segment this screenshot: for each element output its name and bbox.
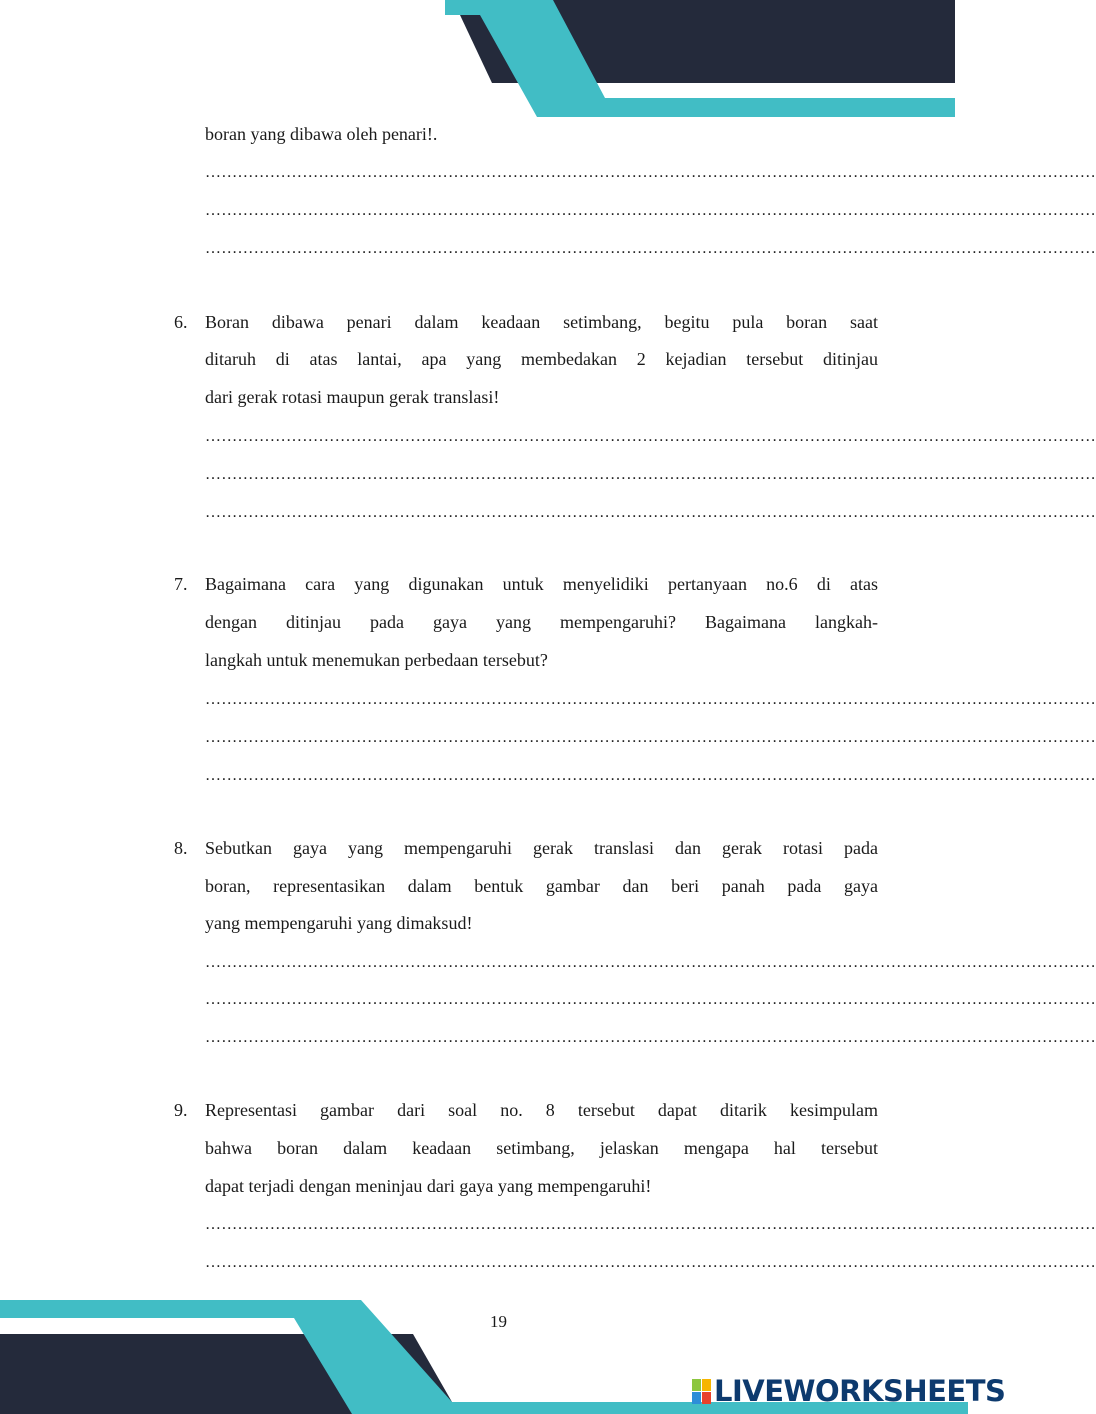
answer-line[interactable]: ………………………………………………………………………………………………………………………………………………… [205, 954, 1096, 971]
answer-line[interactable]: ………………………………………………………………………………………………………………………………………………… [205, 1029, 1096, 1046]
logo-text: LIVEWORKSHEETS [714, 1374, 1006, 1408]
question-text: langkah untuk menemukan perbedaan tersebut? [205, 650, 548, 670]
question-text: yang mempengaruhi yang dimaksud! [205, 913, 473, 933]
answer-line[interactable]: ………………………………………………………………………………………………………………………………………………… [205, 991, 1096, 1008]
answer-line[interactable]: ………………………………………………………………………………………………………………………………………………… [205, 428, 1096, 445]
answer-line[interactable]: ………………………………………………………………………………………………………………………………………………… [205, 164, 1096, 181]
liveworksheets-logo [692, 1374, 1005, 1408]
question-text: boran, representasikan dalam bentuk gambar dan beri panah pada gaya [205, 876, 878, 896]
question-number: 6. [174, 312, 188, 332]
question-text: Representasi gambar dari soal no. 8 tersebut dapat ditarik kesimpulam [205, 1100, 878, 1120]
answer-line[interactable]: ………………………………………………………………………………………………………………………………………………… [205, 466, 1096, 483]
answer-line[interactable]: ………………………………………………………………………………………………………………………………………………… [205, 1216, 1096, 1233]
question-text: dapat terjadi dengan meninjau dari gaya yang mempengaruhi! [205, 1176, 652, 1196]
answer-line[interactable]: ………………………………………………………………………………………………………………………………………………… [205, 729, 1096, 746]
page-number: 19 [490, 1312, 507, 1331]
answer-line[interactable]: ………………………………………………………………………………………………………………………………………………… [205, 504, 1096, 521]
question-text: ditaruh di atas lantai, apa yang membedakan 2 kejadian tersebut ditinjau [205, 349, 878, 369]
question-text: bahwa boran dalam keadaan setimbang, jelaskan mengapa hal tersebut [205, 1138, 878, 1158]
question-number: 9. [174, 1100, 188, 1120]
answer-line[interactable]: ………………………………………………………………………………………………………………………………………………… [205, 691, 1096, 708]
question-text: Bagaimana cara yang digunakan untuk menyelidiki pertanyaan no.6 di atas [205, 574, 878, 594]
logo-icon [692, 1379, 711, 1404]
answer-line[interactable]: ………………………………………………………………………………………………………………………………………………… [205, 1254, 1096, 1271]
answer-line[interactable]: ………………………………………………………………………………………………………………………………………………… [205, 767, 1096, 784]
question-text: Boran dibawa penari dalam keadaan setimbang, begitu pula boran saat [205, 312, 878, 332]
question-text: dari gerak rotasi maupun gerak translasi! [205, 387, 500, 407]
question-text: Sebutkan gaya yang mempengaruhi gerak translasi dan gerak rotasi pada [205, 838, 878, 858]
answer-line[interactable]: ………………………………………………………………………………………………………………………………………………… [205, 202, 1096, 219]
intro-text: boran yang dibawa oleh penari!. [205, 124, 438, 144]
question-number: 7. [174, 574, 188, 594]
question-number: 8. [174, 838, 188, 858]
answer-line[interactable]: ………………………………………………………………………………………………………………………………………………… [205, 240, 1096, 257]
question-text: dengan ditinjau pada gaya yang mempengaruhi? Bagaimana langkah- [205, 612, 878, 632]
